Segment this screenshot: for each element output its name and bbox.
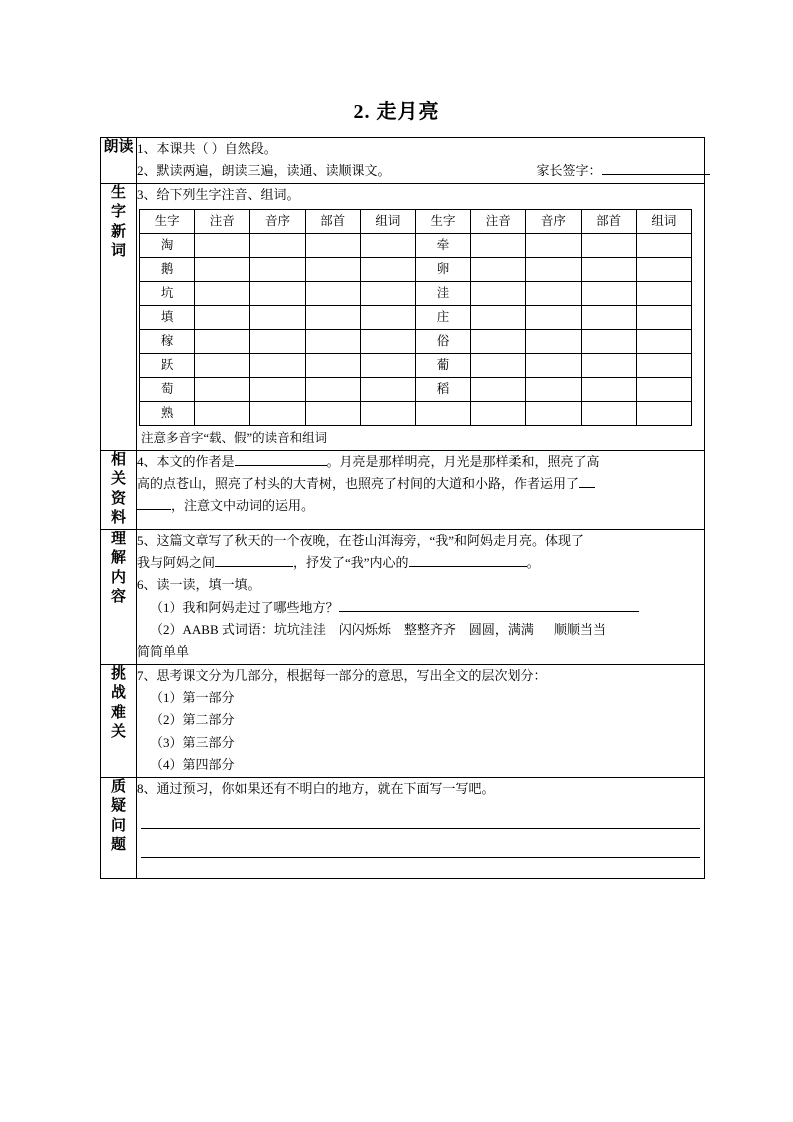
grid-input-cell[interactable] bbox=[250, 234, 305, 258]
label-char-3: 内 bbox=[110, 569, 126, 586]
grid-input-cell[interactable] bbox=[471, 354, 526, 378]
label-char-1: 理 bbox=[110, 530, 126, 547]
challenge-part-3: （3）第三部分 bbox=[150, 734, 235, 750]
grid-input-cell[interactable] bbox=[471, 330, 526, 354]
grid-char-cell: 葡 bbox=[415, 354, 470, 378]
grid-input-cell[interactable] bbox=[360, 402, 415, 426]
label-vertical-new-words bbox=[101, 184, 136, 262]
aabb-label: （2）AABB 式词语： bbox=[150, 622, 274, 638]
label-char-1: 相 bbox=[110, 451, 126, 468]
related-info-line-3 bbox=[137, 495, 704, 517]
grid-input-cell[interactable] bbox=[636, 258, 691, 282]
grid-input-cell[interactable] bbox=[636, 306, 691, 330]
grid-input-cell[interactable] bbox=[526, 378, 581, 402]
grid-char-cell: 稼 bbox=[140, 330, 195, 354]
grid-input-cell[interactable] bbox=[305, 354, 360, 378]
grid-input-cell[interactable] bbox=[471, 402, 526, 426]
label-char-2: 战 bbox=[110, 685, 126, 702]
related-info-line-2 bbox=[137, 473, 704, 495]
label-char-2: 解 bbox=[110, 550, 126, 567]
grid-input-cell[interactable] bbox=[471, 306, 526, 330]
challenge-part-2: （2）第二部分 bbox=[150, 712, 235, 728]
grid-char-cell: 萄 bbox=[140, 378, 195, 402]
label-char-1: 质 bbox=[110, 778, 126, 795]
grid-input-cell[interactable] bbox=[636, 378, 691, 402]
section-body-related-info bbox=[137, 450, 705, 529]
challenge-part-1: （1）第一部分 bbox=[150, 690, 235, 706]
questions-item-8: 8、通过预习，你如果还有不明白的地方，就在下面写一写吧。 bbox=[137, 780, 495, 796]
aabb-word-last: 简简单单 bbox=[137, 644, 190, 660]
grid-input-cell[interactable] bbox=[526, 402, 581, 426]
section-row-new-words bbox=[101, 183, 705, 450]
comprehension-item-6-2-row bbox=[137, 619, 704, 641]
aabb-word: 顺顺当当 bbox=[553, 622, 606, 638]
grid-input-cell[interactable] bbox=[305, 378, 360, 402]
related-info-text-d: ，注意文中动词的运用。 bbox=[171, 498, 315, 514]
comprehension-item-6-1-row bbox=[137, 597, 704, 619]
section-body-new-words bbox=[137, 183, 705, 450]
label-char-2: 疑 bbox=[110, 798, 126, 815]
label-char-4: 料 bbox=[110, 510, 126, 527]
places-answer-blank[interactable] bbox=[339, 611, 639, 612]
grid-input-cell[interactable] bbox=[195, 354, 250, 378]
grid-input-cell[interactable] bbox=[526, 258, 581, 282]
signature-blank[interactable] bbox=[602, 174, 710, 175]
grid-input-cell[interactable] bbox=[581, 258, 636, 282]
technique-blank-end[interactable] bbox=[137, 509, 171, 510]
label-char-3: 资 bbox=[110, 490, 126, 507]
grid-header-cell: 音序 bbox=[526, 210, 581, 234]
grid-input-cell[interactable] bbox=[250, 354, 305, 378]
grid-input-cell[interactable] bbox=[636, 354, 691, 378]
label-char-2: 字 bbox=[110, 204, 126, 221]
grid-row bbox=[140, 282, 692, 306]
grid-input-cell[interactable] bbox=[636, 330, 691, 354]
grid-input-cell[interactable] bbox=[581, 402, 636, 426]
grid-input-cell[interactable] bbox=[305, 330, 360, 354]
character-practice-grid bbox=[139, 209, 692, 426]
grid-char-cell: 坑 bbox=[140, 282, 195, 306]
grid-input-cell[interactable] bbox=[250, 330, 305, 354]
grid-input-cell[interactable] bbox=[471, 234, 526, 258]
aabb-word: 整整齐齐 bbox=[403, 622, 456, 638]
grid-input-cell[interactable] bbox=[305, 234, 360, 258]
grid-input-cell[interactable] bbox=[471, 378, 526, 402]
grid-input-cell[interactable] bbox=[195, 402, 250, 426]
grid-input-cell[interactable] bbox=[195, 306, 250, 330]
comprehension-item-5-line-1: 5、这篇文章写了秋天的一个夜晚，在苍山洱海旁，“我”和阿妈走月亮。体现了 bbox=[137, 532, 585, 548]
answer-area-spacer bbox=[137, 858, 704, 878]
feeling-blank[interactable] bbox=[409, 566, 527, 567]
label-vertical-questions bbox=[101, 778, 136, 856]
label-char: 朗读 bbox=[103, 139, 134, 155]
grid-input-cell[interactable] bbox=[195, 282, 250, 306]
grid-input-cell[interactable] bbox=[305, 402, 360, 426]
section-row-questions bbox=[101, 777, 705, 878]
related-info-text-c: 高的点苍山，照亮了村头的大青树，也照亮了村间的大道和小路，作者运用了 bbox=[137, 475, 580, 491]
answer-line[interactable] bbox=[141, 806, 700, 829]
grid-row bbox=[140, 402, 692, 426]
grid-char-cell: 跃 bbox=[140, 354, 195, 378]
comprehension-text-a: 我与阿妈之间 bbox=[137, 554, 216, 570]
comprehension-item-5-line-2 bbox=[137, 552, 704, 574]
grid-input-cell[interactable] bbox=[526, 354, 581, 378]
label-vertical-comprehension bbox=[101, 530, 136, 608]
grid-input-cell[interactable] bbox=[581, 354, 636, 378]
grid-input-cell[interactable] bbox=[305, 282, 360, 306]
comprehension-text-c: 。 bbox=[526, 554, 540, 570]
grid-row bbox=[140, 306, 692, 330]
grid-char-cell: 淘 bbox=[140, 234, 195, 258]
grid-input-cell[interactable] bbox=[250, 402, 305, 426]
page-title: 2. 走月亮 bbox=[353, 101, 440, 123]
grid-char-cell: 熟 bbox=[140, 402, 195, 426]
technique-blank-start[interactable] bbox=[579, 487, 595, 488]
grid-input-cell[interactable] bbox=[636, 282, 691, 306]
grid-input-cell[interactable] bbox=[195, 330, 250, 354]
grid-input-cell[interactable] bbox=[581, 306, 636, 330]
grid-input-cell[interactable] bbox=[581, 234, 636, 258]
section-body-comprehension bbox=[137, 529, 705, 664]
grid-char-cell: 牵 bbox=[415, 234, 470, 258]
comprehension-item-6-1: （1）我和阿妈走过了哪些地方？ bbox=[150, 599, 339, 615]
grid-input-cell[interactable] bbox=[581, 330, 636, 354]
grid-header-row bbox=[140, 210, 692, 234]
grid-input-cell[interactable] bbox=[636, 402, 691, 426]
label-char-1: 挑 bbox=[110, 665, 126, 682]
grid-char-cell: 填 bbox=[140, 306, 195, 330]
grid-char-cell: 洼 bbox=[415, 282, 470, 306]
grid-input-cell[interactable] bbox=[195, 258, 250, 282]
section-row-reading bbox=[101, 138, 705, 184]
grid-row bbox=[140, 234, 692, 258]
grid-input-cell[interactable] bbox=[526, 306, 581, 330]
grid-input-cell[interactable] bbox=[360, 330, 415, 354]
grid-input-cell[interactable] bbox=[581, 282, 636, 306]
grid-row bbox=[140, 354, 692, 378]
grid-input-cell[interactable] bbox=[305, 258, 360, 282]
grid-row bbox=[140, 378, 692, 402]
grid-input-cell[interactable] bbox=[250, 282, 305, 306]
reading-item-1: 1、本课共（ ）自然段。 bbox=[137, 141, 277, 156]
grid-input-cell[interactable] bbox=[360, 306, 415, 330]
grid-input-cell[interactable] bbox=[250, 258, 305, 282]
section-label-questions bbox=[101, 777, 137, 878]
label-char-4: 关 bbox=[110, 724, 126, 741]
grid-input-cell[interactable] bbox=[471, 282, 526, 306]
relationship-blank[interactable] bbox=[215, 566, 293, 567]
signature-label: 家长签字： bbox=[536, 163, 602, 179]
grid-input-cell[interactable] bbox=[526, 282, 581, 306]
new-words-item-3: 3、给下列生字注音、组词。 bbox=[137, 186, 300, 202]
grid-input-cell[interactable] bbox=[360, 378, 415, 402]
grid-char-cell bbox=[415, 402, 470, 426]
grid-header-cell: 组词 bbox=[360, 210, 415, 234]
section-label-related-info bbox=[101, 450, 137, 529]
related-info-text-b: 。月亮是那样明亮，月光是那样柔和，照亮了高 bbox=[326, 453, 600, 469]
grid-header-cell: 注音 bbox=[471, 210, 526, 234]
label-char-4: 容 bbox=[110, 589, 126, 606]
grid-header-cell: 注音 bbox=[195, 210, 250, 234]
section-body-reading bbox=[137, 138, 705, 184]
answer-line[interactable] bbox=[141, 835, 700, 858]
grid-input-cell[interactable] bbox=[250, 378, 305, 402]
aabb-word: 坑坑洼洼 bbox=[273, 622, 326, 638]
grid-header-cell: 部首 bbox=[581, 210, 636, 234]
grid-input-cell[interactable] bbox=[250, 306, 305, 330]
grid-char-cell: 俗 bbox=[415, 330, 470, 354]
grid-input-cell[interactable] bbox=[360, 354, 415, 378]
comprehension-item-6: 6、读一读，填一填。 bbox=[137, 577, 261, 593]
section-label-challenge bbox=[101, 664, 137, 777]
grid-char-cell: 庄 bbox=[415, 306, 470, 330]
aabb-word: 闪闪烁烁 bbox=[338, 622, 391, 638]
grid-input-cell[interactable] bbox=[195, 234, 250, 258]
grid-row bbox=[140, 330, 692, 354]
label-char-3: 难 bbox=[110, 704, 126, 721]
grid-input-cell[interactable] bbox=[581, 378, 636, 402]
author-blank[interactable] bbox=[235, 465, 327, 466]
grid-input-cell[interactable] bbox=[195, 378, 250, 402]
section-row-related-info bbox=[101, 450, 705, 529]
grid-row bbox=[140, 258, 692, 282]
section-row-challenge bbox=[101, 664, 705, 777]
grid-input-cell[interactable] bbox=[360, 282, 415, 306]
grid-header-cell: 生字 bbox=[415, 210, 470, 234]
grid-header-cell: 音序 bbox=[250, 210, 305, 234]
grid-header-cell: 部首 bbox=[305, 210, 360, 234]
label-char-3: 新 bbox=[110, 223, 126, 240]
section-body-questions bbox=[137, 777, 705, 878]
section-label-new-words bbox=[101, 183, 137, 450]
grid-header-cell: 生字 bbox=[140, 210, 195, 234]
reading-item-2-row bbox=[137, 160, 704, 182]
grid-header-cell: 组词 bbox=[636, 210, 691, 234]
section-body-challenge bbox=[137, 664, 705, 777]
grid-input-cell[interactable] bbox=[305, 306, 360, 330]
label-char-4: 词 bbox=[110, 243, 126, 260]
grid-input-cell[interactable] bbox=[636, 234, 691, 258]
grid-input-cell[interactable] bbox=[526, 234, 581, 258]
grid-input-cell[interactable] bbox=[526, 330, 581, 354]
comprehension-text-b: ，抒发了“我”内心的 bbox=[293, 554, 409, 570]
label-char-2: 关 bbox=[110, 471, 126, 488]
grid-input-cell[interactable] bbox=[360, 258, 415, 282]
new-words-note: 注意多音字“载、假”的读音和组词 bbox=[141, 431, 328, 446]
label-char-1: 生 bbox=[110, 184, 126, 201]
aabb-word: 圆圆，满满 bbox=[468, 622, 534, 638]
challenge-item-7: 7、思考课文分为几部分，根据每一部分的意思，写出全文的层次划分： bbox=[137, 667, 547, 683]
related-info-text-a: 4、本文的作者是 bbox=[137, 453, 235, 469]
grid-input-cell[interactable] bbox=[471, 258, 526, 282]
label-char-3: 问 bbox=[110, 817, 126, 834]
worksheet-table bbox=[100, 137, 705, 879]
reading-item-2: 2、默读两遍，朗读三遍，读通、读顺课文。 bbox=[137, 163, 391, 179]
related-info-line-1 bbox=[137, 451, 704, 473]
label-vertical-related-info bbox=[101, 451, 136, 529]
grid-input-cell[interactable] bbox=[360, 234, 415, 258]
challenge-part-4: （4）第四部分 bbox=[150, 757, 235, 773]
grid-char-cell: 卵 bbox=[415, 258, 470, 282]
section-label-comprehension bbox=[101, 529, 137, 664]
grid-char-cell: 鹅 bbox=[140, 258, 195, 282]
label-char-4: 题 bbox=[110, 837, 126, 854]
section-label-reading bbox=[101, 138, 137, 184]
grid-char-cell: 稻 bbox=[415, 378, 470, 402]
label-vertical-challenge bbox=[101, 665, 136, 743]
section-row-comprehension bbox=[101, 529, 705, 664]
